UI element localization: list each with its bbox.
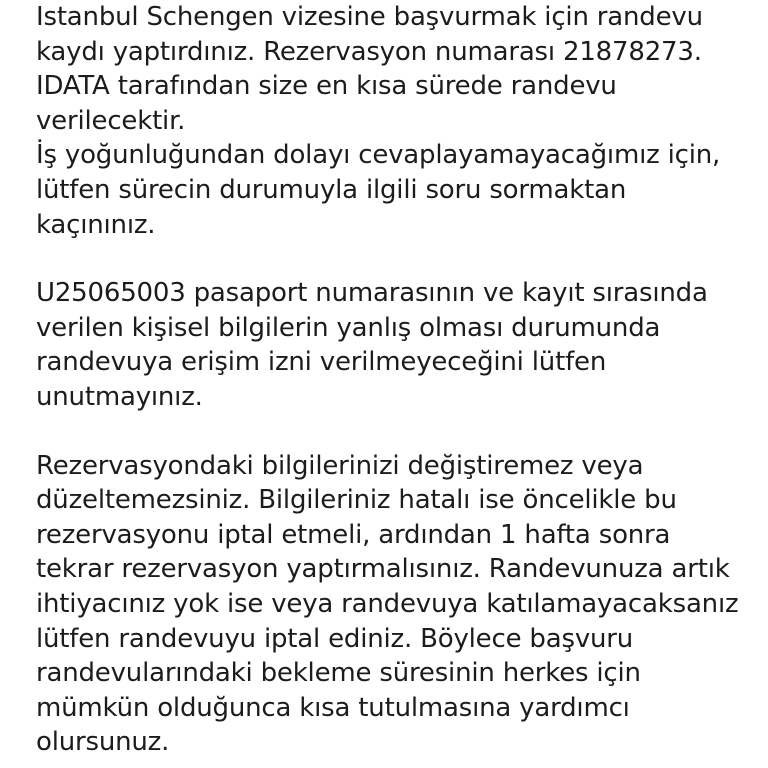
paragraph-passport-warning — [36, 276, 764, 414]
message-line: ihtiyacınız yok ise veya randevuya katılamayacaksanız — [36, 588, 739, 619]
message-line: randevuya erişim izni verilmeyeceğini lütfen — [36, 347, 607, 378]
message-line: lütfen randevuyu iptal ediniz. Böylece başvuru — [36, 623, 634, 654]
message-line: verilen kişisel bilgilerin yanlış olması durumunda — [36, 312, 661, 343]
message-line: rezervasyonu iptal etmeli, ardından 1 hafta sonra — [36, 519, 671, 550]
paragraph-reservation — [36, 0, 764, 242]
message-line: U25065003 pasaport numarasının ve kayıt sırasında — [36, 278, 708, 309]
message-line: unutmayınız. — [36, 381, 203, 412]
message-line: IDATA tarafından size en kısa sürede randevu — [36, 71, 617, 102]
message-line: kaydı yaptırdınız. Rezervasyon numarası 21878273. — [36, 36, 702, 67]
message-line: kaçınınız. — [36, 209, 156, 240]
message-line: İş yoğunluğundan dolayı cevaplayamayacağımız için, — [36, 140, 721, 171]
message-line: olursunuz. — [36, 727, 170, 758]
message-line: randevularındaki bekleme süresinin herkes için — [36, 658, 641, 689]
message-line: verilecektir. — [36, 105, 186, 136]
message-line: Rezervasyondaki bilgilerinizi değiştiremez veya — [36, 450, 644, 481]
message-body — [36, 0, 764, 760]
message-line: lütfen sürecin durumuyla ilgili soru sormaktan — [36, 174, 627, 205]
paragraph-cancellation-info — [36, 449, 764, 760]
message-line: düzeltemezsiniz. Bilgileriniz hatalı ise öncelikle bu — [36, 485, 677, 516]
message-line: mümkün olduğunca kısa tutulmasına yardımcı — [36, 692, 630, 723]
message-line: Istanbul Schengen vizesine başvurmak için randevu — [36, 2, 703, 32]
message-line: tekrar rezervasyon yaptırmalısınız. Randevunuza artık — [36, 554, 730, 585]
